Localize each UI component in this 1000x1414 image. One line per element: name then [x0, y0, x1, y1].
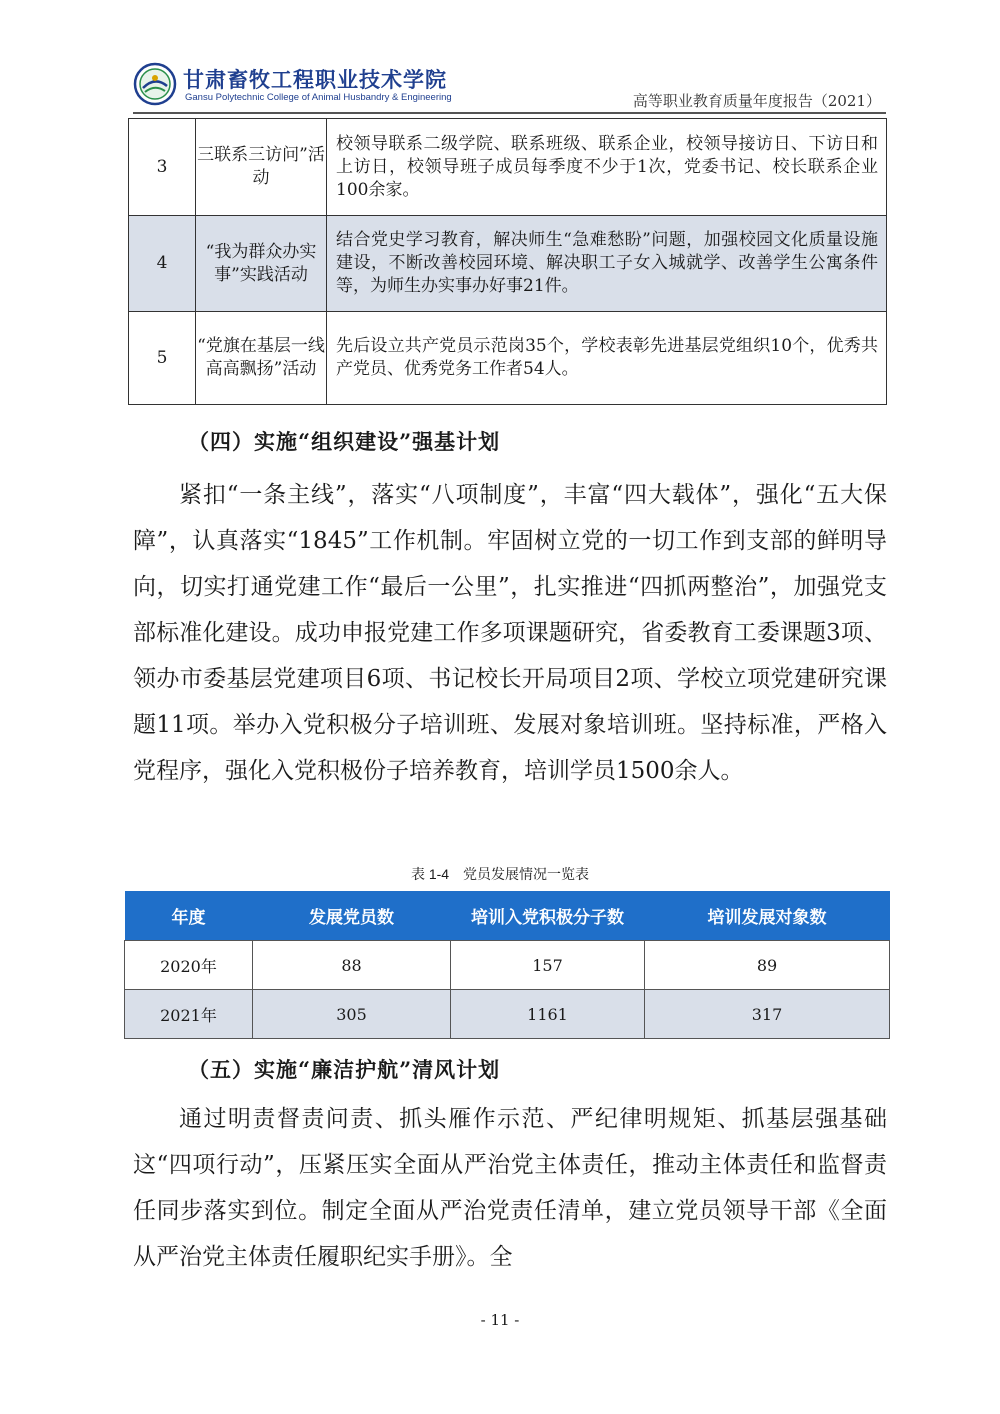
header-divider — [133, 112, 886, 114]
table-cell: 2021年 — [125, 990, 253, 1039]
column-header: 培训入党积极分子数 — [451, 891, 645, 941]
report-title: 高等职业教育质量年度报告（2021） — [632, 92, 881, 110]
table-cell: 89 — [645, 941, 890, 990]
activity-description: 先后设立共产党员示范岗35个，学校表彰先进基层党组织10个，优秀共产党员、优秀党务工作者54人。 — [327, 312, 887, 405]
table-cell: 2020年 — [125, 941, 253, 990]
table-header-row — [125, 891, 890, 941]
activity-description: 结合党史学习教育，解决师生“急难愁盼”问题，加强校园文化质量设施建设，不断改善校园环境、解决职工子女入城就学、改善学生公寓条件等，为师生办实事办好事21件。 — [327, 216, 887, 312]
page-header — [133, 58, 883, 110]
activity-name: 三联系三访问”活动 — [196, 119, 327, 216]
school-name-en: Gansu Polytechnic College of Animal Husbandry & Engineering — [185, 92, 452, 103]
table-cell: 305 — [253, 990, 451, 1039]
activity-name: “我为群众办实事”实践活动 — [196, 216, 327, 312]
column-header: 培训发展对象数 — [645, 891, 890, 941]
section-5-body: 通过明责督责问责、抓头雁作示范、严纪律明规矩、抓基层强基础这“四项行动”，压紧压实全面从严治党主体责任，推动主体责任和监督责任同步落实到位。制定全面从严治党责任清单，建立党员领导干部《全面从严治党主体责任履职纪实手册》。全 — [133, 1106, 887, 1270]
table-cell: 88 — [253, 941, 451, 990]
party-member-table — [124, 891, 890, 1039]
row-number: 4 — [129, 216, 196, 312]
table-cell: 1161 — [451, 990, 645, 1039]
table-row — [125, 941, 890, 990]
section-4-heading: （四）实施“组织建设”强基计划 — [188, 429, 501, 454]
table-caption: 表 1-4 党员发展情况一览表 — [410, 866, 590, 882]
table-row — [129, 119, 887, 216]
table-cell: 317 — [645, 990, 890, 1039]
row-number: 5 — [129, 312, 196, 405]
activities-table — [128, 118, 887, 405]
school-logo-icon — [133, 62, 177, 106]
activity-name: “党旗在基层一线高高飘扬”活动 — [196, 312, 327, 405]
page-number: - 11 - — [480, 1311, 520, 1329]
section-4-body: 紧扣“一条主线”，落实“八项制度”，丰富“四大载体”，强化“五大保障”，认真落实“1845”工作机制。牢固树立党的一切工作到支部的鲜明导向，切实打通党建工作“最后一公里”，扎实推进“四抓两整治”，加强党支部标准化建设。成功申报党建工作多项课题研究，省委教育工委课题3项、领办市委基层党建项目6项、书记校长开局项目2项、学校立项党建研究课题11项。举办入党积极分子培训班、发展对象培训班。坚持标准，严格入党程序，强化入党积极份子培养教育，培训学员1500余人。 — [133, 482, 887, 784]
table-row — [129, 312, 887, 405]
school-name-cn: 甘肃畜牧工程职业技术学院 — [183, 67, 447, 92]
table-row — [129, 216, 887, 312]
section-5-heading: （五）实施“廉洁护航”清风计划 — [188, 1057, 501, 1082]
activity-description: 校领导联系二级学院、联系班级、联系企业，校领导接访日、下访日和上访日，校领导班子成员每季度不少于1次，党委书记、校长联系企业100余家。 — [327, 119, 887, 216]
column-header: 发展党员数 — [253, 891, 451, 941]
row-number: 3 — [129, 119, 196, 216]
column-header: 年度 — [125, 891, 253, 941]
table-row — [125, 990, 890, 1039]
table-cell: 157 — [451, 941, 645, 990]
